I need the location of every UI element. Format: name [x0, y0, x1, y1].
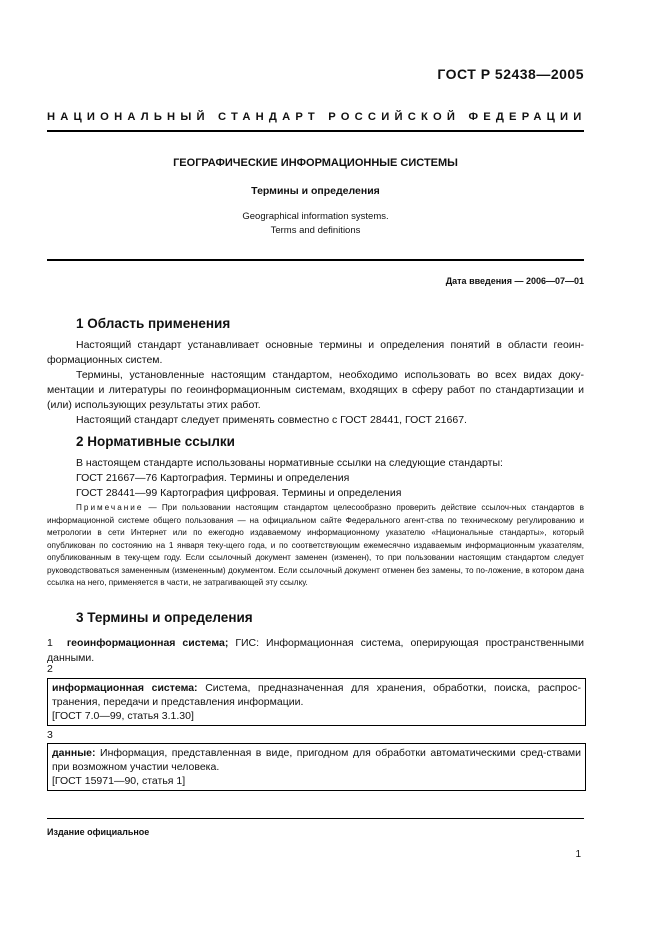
section-3-heading: 3 Термины и определения — [76, 610, 253, 625]
term-2-definition: Система, предназначенная для хранения, обработки, поиска, распрос-транения, передачи и представления информации. — [52, 682, 582, 708]
english-title-line1: Geographical information systems. — [242, 211, 389, 222]
term-2-source: [ГОСТ 7.0—99, статья 3.1.30] — [52, 710, 194, 722]
section-1-paragraph-3: Настоящий стандарт следует применять совместно с ГОСТ 28441, ГОСТ 21667. — [76, 414, 467, 426]
term-1-name: геоинформационная система; — [66, 637, 229, 649]
english-title — [47, 210, 584, 238]
english-title-line2: Terms and definitions — [270, 225, 361, 236]
publication-note: Издание официальное — [47, 827, 150, 837]
term-3-definition: Информация, представленная в виде, пригодном для обработки автоматическими сред-ствами при возможном участии человека. — [52, 747, 581, 773]
gost-code: ГОСТ Р 52438—2005 — [437, 66, 584, 82]
term-2-name: информационная система: — [52, 682, 198, 694]
document-subtitle: Термины и определения — [251, 185, 380, 197]
page-number: 1 — [575, 849, 581, 860]
national-standard-banner: НАЦИОНАЛЬНЫЙ СТАНДАРТ РОССИЙСКОЙ ФЕДЕРАЦИИ — [47, 111, 587, 123]
introduction-date: Дата введения — 2006—07—01 — [445, 276, 584, 286]
reference-1: ГОСТ 21667—76 Картография. Термины и определения — [76, 472, 350, 484]
section-1-body — [47, 338, 584, 428]
term-1 — [47, 636, 584, 666]
term-1-definition: ГИС: Информационная система, оперирующая пространственными данными. — [47, 637, 584, 664]
reference-2: ГОСТ 28441—99 Картография цифровая. Термины и определения — [76, 487, 402, 499]
section-1-paragraph-2: Термины, установленные настоящим стандартом, необходимо использовать во всех видах доку-ментации и литературы по геоинформационным системам, входящих в сферу работ по стандартизации и (или) использующих результаты этих работ. — [47, 369, 584, 411]
term-3-source: [ГОСТ 15971—90, статья 1] — [52, 775, 186, 787]
term-1-number: 1 — [47, 637, 53, 649]
title-divider — [47, 259, 584, 261]
note-label: Примечание — [76, 503, 144, 512]
section-2-lead: В настоящем стандарте использованы нормативные ссылки на следующие стандарты: — [76, 457, 503, 469]
term-3-number: 3 — [47, 729, 53, 741]
term-3-box — [47, 743, 586, 791]
section-1-heading: 1 Область применения — [76, 316, 231, 331]
section-2-body — [47, 456, 584, 501]
top-divider — [47, 130, 584, 132]
note-text: — При пользовании настоящим стандартом целесообразно проверить действие ссылоч-ных стандартов в информационной системе общего пользования — на официальном сайте Федерального агент-ства по техническому регулированию и метрологии в сети Интернет или по ежегодно издаваемому информационному указателю «Национальные стандарты», который опубликован по состоянию на 1 января теку-щего года, и по соответствующим ежемесячно издаваемым информационным указателям, опубликованным в теку-щем году. Если ссылочный документ заменен (изменен), то при пользовании настоящим стандартом следует руководствоваться замененным (измененным) документом. Если ссылочный документ отменен без замены, то по-ложение, в котором дана ссылка на него, применяется в части, не затрагивающей эту ссылку. — [47, 503, 584, 587]
section-1-paragraph-1: Настоящий стандарт устанавливает основные термины и определения понятий в области геоин-формационных систем. — [47, 339, 584, 366]
footer-divider — [47, 818, 584, 819]
section-2-note — [47, 502, 584, 590]
document-title: ГЕОГРАФИЧЕСКИЕ ИНФОРМАЦИОННЫЕ СИСТЕМЫ — [173, 157, 458, 169]
term-2-number: 2 — [47, 663, 53, 675]
term-3-name: данные: — [52, 747, 96, 759]
section-2-heading: 2 Нормативные ссылки — [76, 434, 235, 449]
term-2-box — [47, 678, 586, 726]
